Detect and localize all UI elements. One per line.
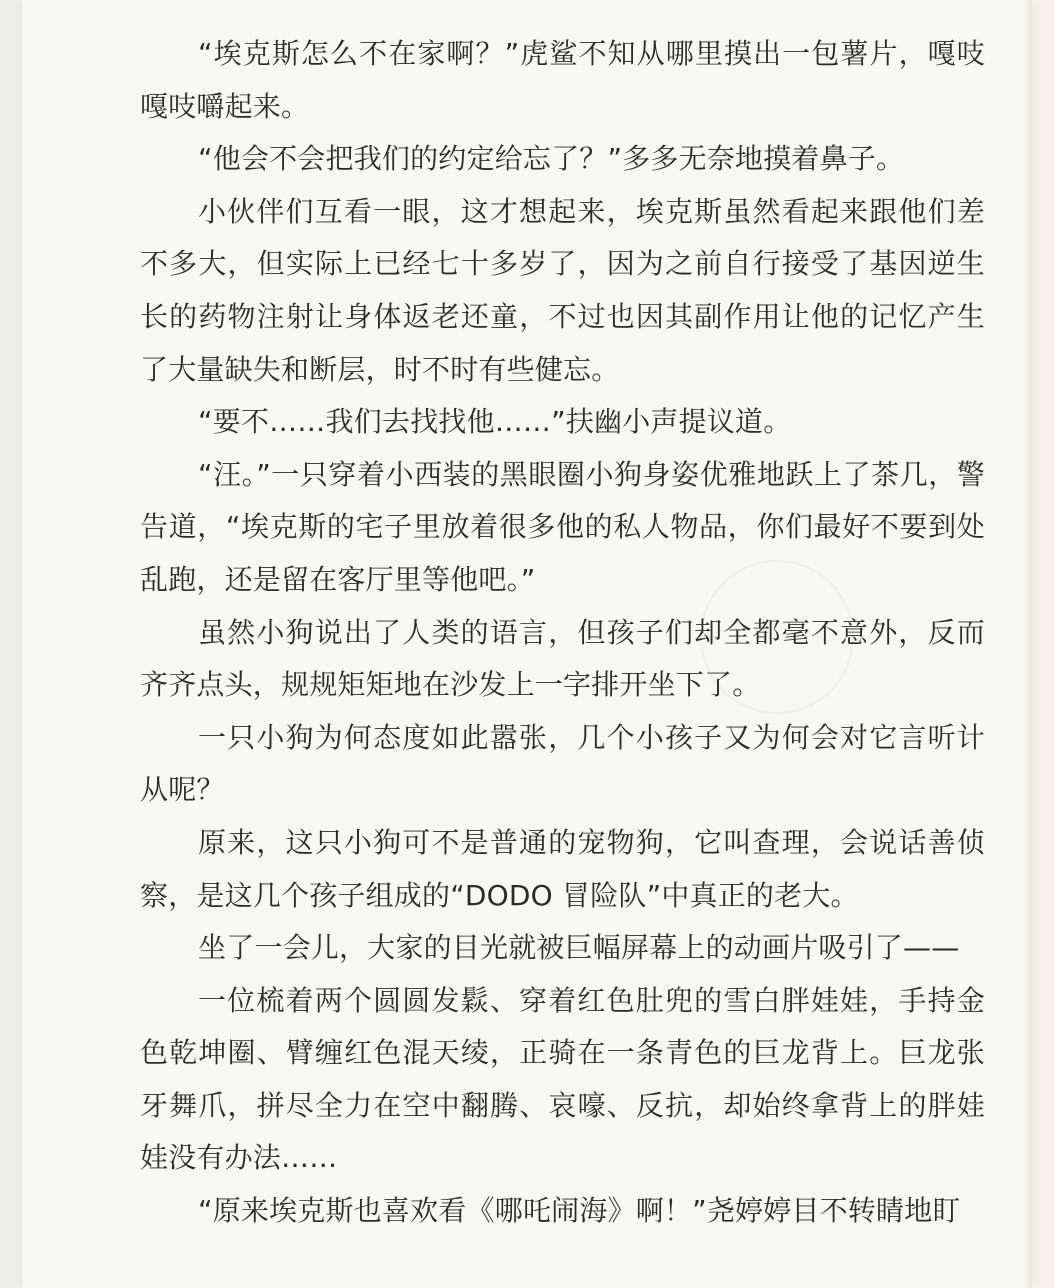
book-text-block [140, 28, 985, 1238]
paragraph-9: 坐了一会儿，大家的目光就被巨幅屏幕上的动画片吸引了—— [198, 931, 960, 965]
paragraph-3: 小伙伴们互看一眼，这才想起来，埃克斯虽然看起来跟他们差不多大，但实际上已经七十多岁了，因为之前自行接受了基因逆生长的药物注射让身体返老还童，不过也因其副作用让他的记忆产生了大量缺失和断层，时不时有些健忘。 [140, 194, 985, 386]
paragraph-1: “埃克斯怎么不在家啊？”虎鲨不知从哪里摸出一包薯片，嘎吱嘎吱嚼起来。 [140, 37, 985, 123]
paragraph-11: “原来埃克斯也喜欢看《哪吒闹海》啊！”尧婷婷目不转睛地盯 [198, 1194, 961, 1228]
paragraph-4: “要不……我们去找找他……”扶幽小声提议道。 [198, 405, 792, 439]
page-edge-shadow [1024, 0, 1032, 1288]
paragraph-8: 原来，这只小狗可不是普通的宠物狗，它叫查理，会说话善侦察，是这几个孩子组成的“DODO 冒险队”中真正的老大。 [140, 825, 985, 912]
paragraph-5: “汪。”一只穿着小西装的黑眼圈小狗身姿优雅地跃上了茶几，警告道，“埃克斯的宅子里放着很多他的私人物品，你们最好不要到处乱跑，还是留在客厅里等他吧。” [140, 457, 985, 596]
paragraph-6: 虽然小狗说出了人类的语言，但孩子们却全都毫不意外，反而齐齐点头，规规矩矩地在沙发上一字排开坐下了。 [140, 615, 985, 702]
paragraph-10: 一位梳着两个圆圆发鬏、穿着红色肚兜的雪白胖娃娃，手持金色乾坤圈、臂缠红色混天绫，正骑在一条青色的巨龙背上。巨龙张牙舞爪，拼尽全力在空中翻腾、哀嚎、反抗，却始终拿背上的胖娃娃没有办法…… [140, 983, 985, 1175]
paragraph-7: 一只小狗为何态度如此嚣张，几个小孩子又为何会对它言听计从呢？ [140, 720, 985, 807]
paragraph-2: “他会不会把我们的约定给忘了？”多多无奈地摸着鼻子。 [198, 142, 905, 176]
